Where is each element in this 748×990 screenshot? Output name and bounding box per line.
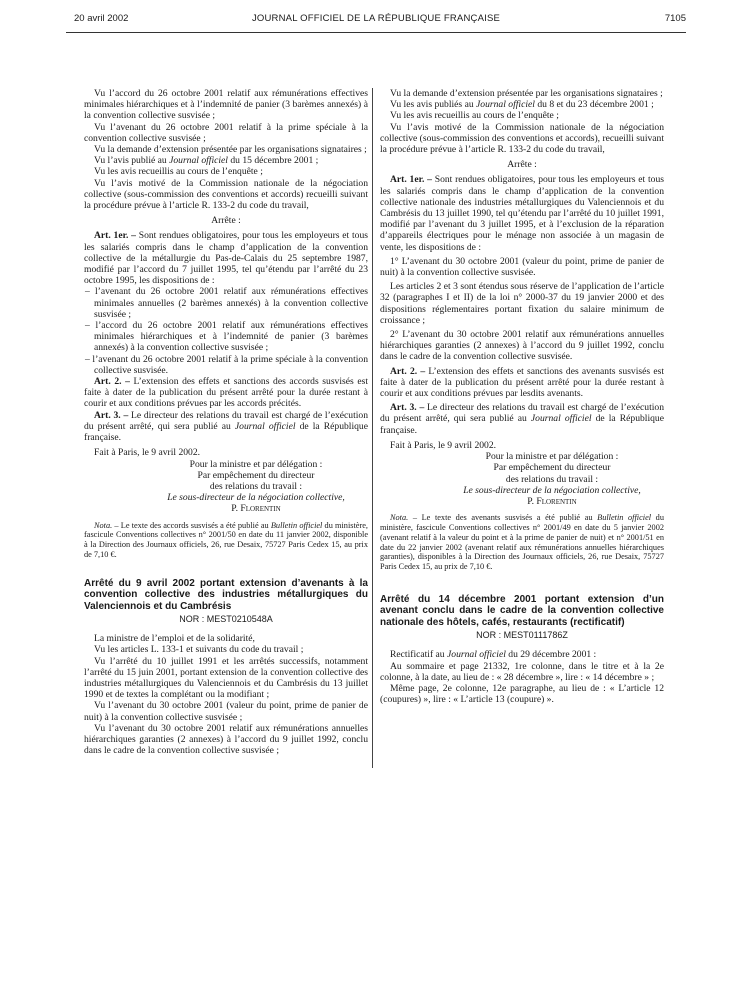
signature-line: Le sous-directeur de la négociation collective, <box>463 484 641 496</box>
paragraph: Vu l’avis publié au Journal officiel du 15 décembre 2001 ; <box>94 155 319 167</box>
signature-line: Pour la ministre et par délégation : <box>485 451 619 463</box>
paragraph: La ministre de l’emploi et de la solidarité, <box>94 633 255 645</box>
paragraph: Vu les avis publiés au Journal officiel du 8 et du 23 décembre 2001 ; <box>390 99 654 111</box>
signature-line: Par empêchement du directeur <box>197 469 315 481</box>
paragraph: Vu l’avis motivé de la Commission nationale de la négociation collective (sous-commission des conventions et accords), recueilli suivant la procédure prévue à l’article R. 133-2 du code du travail, <box>380 121 665 156</box>
nor-reference: NOR : MEST0111786Z <box>476 630 568 641</box>
article-1: Art. 1er. – Sont rendues obligatoires, pour tous les employeurs et tous les salariés compris dans le champ d’application de la convention collective nationale des industries métallurgiques du Valenciennois et du Cambrésis du 13 juillet 1990, tel qu’étendu par l’arrêté du 10 juillet 1991, modifié par l’avenant du 3 juillet 1995, et à l’exclusion de la réparation d’appareils électriques pour le ménage non associée à un magasin de vente, les dispositions de : <box>380 174 664 253</box>
paragraph: Les articles 2 et 3 sont étendus sous réserve de l’application de l’article 32 (paragraphes I et II) de la loi n° 2000-37 du 19 janvier 2000 et des dispositions réglementaires portant fixation du salaire minimum de croissance ; <box>380 281 664 326</box>
signature-name: P. Florentin <box>231 503 281 515</box>
signature-line: des relations du travail : <box>505 473 599 485</box>
paragraph: Vu les articles L. 133-1 et suivants du code du travail ; <box>94 644 304 656</box>
nota: Nota. – Le texte des accords susvisés a été publié au Bulletin officiel du ministère, fascicule Conventions collectives n° 2001/50 en date du 11 janvier 2002, disponible à la Direction des Journaux officiels, 26, rue Desaix, 75727 Paris Cedex 15, au prix de 7,10 €. <box>84 520 368 559</box>
arrete-heading: Arrête : <box>211 215 241 227</box>
paragraph: Vu la demande d’extension présentée par les organisations signataires ; <box>390 88 663 99</box>
paragraph: Vu l’avenant du 30 octobre 2001 relatif aux rémunérations annuelles hiérarchiques garanties (2 annexes) à l’accord du 9 juillet 1992, conclu dans le cadre de la convention collective susvisée ; <box>84 722 368 757</box>
arrete-heading: Arrête : <box>507 159 537 171</box>
list-item: – l’accord du 26 octobre 2001 relatif aux rémunérations effectives minimales hiérarchiques et à l’indemnité de panier (3 barèmes annexés) à la convention collective susvisée ; <box>85 320 368 354</box>
header-page-number: 7105 <box>664 13 686 24</box>
signature-line: des relations du travail : <box>209 480 303 492</box>
paragraph: Vu l’arrêté du 10 juillet 1991 et les arrêtés successifs, notamment l’arrêté du 15 juin 2001, portant extension de la convention collective des industries métallurgiques du Valenciennois et du Cambrésis du 13 juillet 1990 et de textes la complétant ou la modifiant ; <box>84 655 368 701</box>
paragraph: Vu l’avenant du 26 octobre 2001 relatif à la prime spéciale à la convention collective susvisée ; <box>84 121 368 144</box>
paragraph: Vu l’avenant du 30 octobre 2001 (valeur du point, prime de panier de nuit) à la convention collective susvisée ; <box>84 700 368 723</box>
column-divider <box>372 88 373 768</box>
signature-name: P. Florentin <box>527 495 577 507</box>
nota: Nota. – Le texte des avenants susvisés a été publié au Bulletin officiel du ministère, fascicule Conventions collectives n° 2001/49 en date du 5 janvier 2002 (avenant relatif à la valeur du point et à la prime de panier de nuit) et n° 2001/51 en date du 22 janvier 2002 (avenant relatif aux rémunérations annuelles hiérarchiques garanties), disponibles à la Direction des Journaux officiels, 26, rue Desaix, 75727 Paris Cedex 15, au prix de 7,10 €. <box>380 513 664 572</box>
right-column <box>380 88 664 705</box>
article-2: Art. 2. – L’extension des effets et sanctions des accords susvisés est faite à dater de la publication du présent arrêté pour la durée restant à courir et aux conditions prévues par les accords précités. <box>84 376 368 410</box>
fait-a-paris: Fait à Paris, le 9 avril 2002. <box>94 447 201 459</box>
article-1: Art. 1er. – Sont rendues obligatoires, pour tous les employeurs et tous les salariés compris dans le champ d’application de la convention collective de la métallurgie du Pas-de-Calais du 25 septembre 1987, modifié par l’accord du 7 juillet 1995, tel qu’étendu par l’arrêté du 23 octobre 1995, les dispositions de : <box>84 230 368 287</box>
list-item: – l’avenant du 26 octobre 2001 relatif à la prime spéciale à la convention collective susvisée. <box>85 353 368 376</box>
fait-a-paris: Fait à Paris, le 9 avril 2002. <box>390 439 497 451</box>
article-2: Art. 2. – L’extension des effets et sanctions des avenants susvisés est faite à dater de la publication du présent arrêté pour la durée restant à courir et aux conditions prévues par lesdits avenants. <box>380 365 664 400</box>
signature-line: Par empêchement du directeur <box>493 462 611 474</box>
decree-title: Arrêté du 9 avril 2002 portant extension d’avenants à la convention collective des industries métallurgiques du Valenciennois et du Cambrésis <box>84 577 368 612</box>
nor-reference: NOR : MEST0210548A <box>179 613 273 624</box>
decree-title: Arrêté du 14 décembre 2001 portant extension d’un avenant conclu dans le cadre de la convention collective nationale des hôtels, cafés, restaurants (rectificatif) <box>380 593 664 628</box>
page-header <box>66 6 686 33</box>
signature-line: Pour la ministre et par délégation : <box>189 458 323 470</box>
paragraph: 1° L’avenant du 30 octobre 2001 (valeur du point, prime de panier de nuit) à la convention collective susvisée. <box>380 255 664 279</box>
paragraph: Vu l’accord du 26 octobre 2001 relatif aux rémunérations effectives minimales hiérarchiques et à l’indemnité de panier (3 barèmes annexés) à la convention collective susvisée ; <box>84 88 368 122</box>
paragraph: Au sommaire et page 21332, 1re colonne, dans le titre et à la 2e colonne, à la date, au lieu de : « 28 décembre », lire : « 14 décembre » ; <box>380 660 664 683</box>
header-date: 20 avril 2002 <box>74 13 129 24</box>
list-item: – l’avenant du 26 octobre 2001 relatif aux rémunérations effectives minimales annuelles (2 barèmes annexés) à la convention collective susvisée ; <box>85 286 368 320</box>
paragraph: 2° L’avenant du 30 octobre 2001 relatif aux rémunérations annuelles hiérarchiques garanties (2 annexes) à l’accord du 9 juillet 1992, conclu dans le cadre de la convention collective susvisée. <box>380 329 664 363</box>
header-journal-title: JOURNAL OFFICIEL DE LA RÉPUBLIQUE FRANÇAISE <box>251 13 501 24</box>
paragraph: Rectificatif au Journal officiel du 29 décembre 2001 : <box>390 649 597 661</box>
paragraph: Vu l’avis motivé de la Commission nationale de la négociation collective (sous-commission des conventions et accords) recueilli suivant la procédure prévue à l’article R. 133-2 du code du travail, <box>84 177 368 212</box>
signature-line: Le sous-directeur de la négociation collective, <box>167 492 345 504</box>
paragraph: Même page, 2e colonne, 12e paragraphe, au lieu de : « L’article 12 (coupures) », lire : « L’article 13 (coupure) ». <box>380 682 664 706</box>
paragraph: Vu la demande d’extension présentée par les organisations signataires ; <box>94 144 367 156</box>
article-3: Art. 3. – Le directeur des relations du travail est chargé de l’exécution du présent arrêté, qui sera publié au Journal officiel de la République française. <box>380 402 664 436</box>
left-column <box>84 88 368 756</box>
paragraph: Vu les avis recueillis au cours de l’enquête ; <box>390 110 559 122</box>
article-3: Art. 3. – Le directeur des relations du travail est chargé de l’exécution du présent arrêté, qui sera publié au Journal officiel de la République française. <box>84 409 368 444</box>
paragraph: Vu les avis recueillis au cours de l’enquête ; <box>94 166 263 178</box>
